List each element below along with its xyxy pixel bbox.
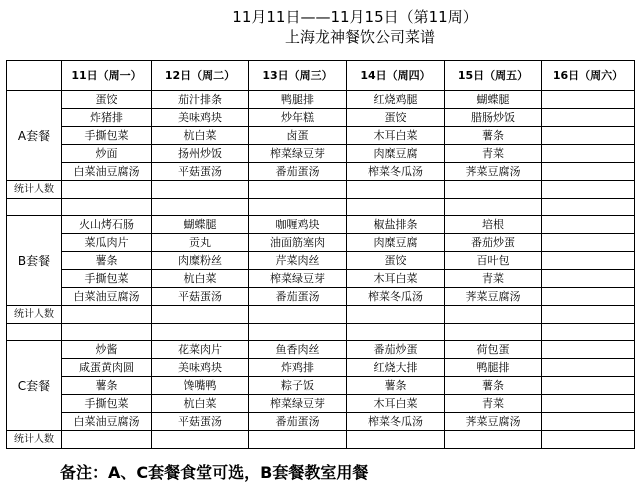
count-cell <box>347 431 445 449</box>
count-cell <box>347 181 445 199</box>
dish-cell: 鸭腿排 <box>249 91 347 109</box>
menu-row <box>7 359 635 377</box>
menu-row <box>7 377 635 395</box>
dish-cell: 榨菜绿豆芽 <box>249 270 347 288</box>
footnote: 备注：A、C套餐食堂可选，B套餐教室用餐 <box>60 463 369 482</box>
menu-row <box>7 395 635 413</box>
dish-cell: 荠菜豆腐汤 <box>445 288 542 306</box>
separator-cell <box>152 199 249 216</box>
dish-cell: 番茄蛋汤 <box>249 413 347 431</box>
dish-cell: 白菜油豆腐汤 <box>62 163 152 181</box>
dish-cell: 茄汁排条 <box>152 91 249 109</box>
count-cell <box>249 181 347 199</box>
dish-cell: 平菇蛋汤 <box>152 163 249 181</box>
separator-cell <box>249 324 347 341</box>
menu-row <box>7 145 635 163</box>
count-row <box>7 431 635 449</box>
header-row <box>7 61 635 91</box>
dish-cell: 薯条 <box>62 252 152 270</box>
count-cell <box>347 306 445 324</box>
dish-cell: 榨菜绿豆芽 <box>249 395 347 413</box>
separator-row <box>7 324 635 341</box>
set-name: C套餐 <box>7 341 62 431</box>
dish-cell <box>542 216 635 234</box>
dish-cell: 木耳白菜 <box>347 127 445 145</box>
dish-cell: 椒盐排条 <box>347 216 445 234</box>
header-day-sat: 16日（周六） <box>542 61 635 91</box>
dish-cell: 扬州炒饭 <box>152 145 249 163</box>
count-cell <box>542 431 635 449</box>
separator-cell <box>249 199 347 216</box>
dish-cell: 杭白菜 <box>152 270 249 288</box>
dish-cell: 腊肠炒饭 <box>445 109 542 127</box>
count-cell <box>62 431 152 449</box>
header-day-wed: 13日（周三） <box>249 61 347 91</box>
dish-cell <box>542 359 635 377</box>
dish-cell <box>542 163 635 181</box>
dish-cell: 榨菜冬瓜汤 <box>347 163 445 181</box>
dish-cell: 青菜 <box>445 395 542 413</box>
dish-cell: 贡丸 <box>152 234 249 252</box>
count-cell <box>249 306 347 324</box>
dish-cell: 蛋饺 <box>347 252 445 270</box>
count-cell <box>152 431 249 449</box>
company-subtitle: 上海龙神餐饮公司菜谱 <box>284 28 435 46</box>
dish-cell: 荠菜豆腐汤 <box>445 163 542 181</box>
header-day-fri: 15日（周五） <box>445 61 542 91</box>
set-name: A套餐 <box>7 91 62 181</box>
separator-cell <box>542 199 635 216</box>
header-corner <box>7 61 62 91</box>
dish-cell: 番茄炒蛋 <box>347 341 445 359</box>
count-cell <box>62 306 152 324</box>
dish-cell: 馋嘴鸭 <box>152 377 249 395</box>
dish-cell: 炒年糕 <box>249 109 347 127</box>
dish-cell <box>542 341 635 359</box>
separator-row <box>7 199 635 216</box>
dish-cell: 粽子饭 <box>249 377 347 395</box>
dish-cell: 白菜油豆腐汤 <box>62 413 152 431</box>
set-name: B套餐 <box>7 216 62 306</box>
dish-cell: 菜瓜肉片 <box>62 234 152 252</box>
separator-cell <box>445 199 542 216</box>
dish-cell: 咸蛋黄肉圆 <box>62 359 152 377</box>
dish-cell: 美味鸡块 <box>152 359 249 377</box>
dish-cell: 番茄炒蛋 <box>445 234 542 252</box>
dish-cell: 薯条 <box>347 377 445 395</box>
menu-row <box>7 288 635 306</box>
dish-cell: 榨菜绿豆芽 <box>249 145 347 163</box>
dish-cell <box>542 252 635 270</box>
dish-cell: 花菜肉片 <box>152 341 249 359</box>
dish-cell: 油面筋塞肉 <box>249 234 347 252</box>
separator-cell <box>347 199 445 216</box>
count-cell <box>152 181 249 199</box>
dish-cell <box>542 109 635 127</box>
dish-cell: 蝴蝶腿 <box>152 216 249 234</box>
separator-cell <box>62 324 152 341</box>
dish-cell: 卤蛋 <box>249 127 347 145</box>
separator-cell <box>542 324 635 341</box>
dish-cell: 木耳白菜 <box>347 270 445 288</box>
dish-cell: 木耳白菜 <box>347 395 445 413</box>
dish-cell: 榨菜冬瓜汤 <box>347 413 445 431</box>
dish-cell <box>542 288 635 306</box>
count-cell <box>542 181 635 199</box>
dish-cell: 薯条 <box>62 377 152 395</box>
menu-row <box>7 127 635 145</box>
menu-row <box>7 234 635 252</box>
count-cell <box>542 306 635 324</box>
dish-cell: 肉糜豆腐 <box>347 145 445 163</box>
separator-cell <box>347 324 445 341</box>
menu-row <box>7 413 635 431</box>
dish-cell: 鱼香肉丝 <box>249 341 347 359</box>
menu-row <box>7 91 635 109</box>
dish-cell: 培根 <box>445 216 542 234</box>
dish-cell: 肉糜豆腐 <box>347 234 445 252</box>
separator-cell <box>62 199 152 216</box>
dish-cell: 番茄蛋汤 <box>249 163 347 181</box>
menu-row <box>7 252 635 270</box>
count-row <box>7 306 635 324</box>
dish-cell: 炒酱 <box>62 341 152 359</box>
dish-cell: 薯条 <box>445 127 542 145</box>
dish-cell <box>542 270 635 288</box>
dish-cell: 手撕包菜 <box>62 270 152 288</box>
dish-cell: 杭白菜 <box>152 127 249 145</box>
dish-cell <box>542 377 635 395</box>
dish-cell: 炸猪排 <box>62 109 152 127</box>
dish-cell: 美味鸡块 <box>152 109 249 127</box>
menu-row <box>7 109 635 127</box>
dish-cell <box>542 395 635 413</box>
dish-cell: 蛋饺 <box>62 91 152 109</box>
dish-cell: 火山烤石肠 <box>62 216 152 234</box>
dish-cell: 青菜 <box>445 145 542 163</box>
dish-cell: 薯条 <box>445 377 542 395</box>
header-day-mon: 11日（周一） <box>62 61 152 91</box>
separator-cell <box>445 324 542 341</box>
header-day-thu: 14日（周四） <box>347 61 445 91</box>
dish-cell: 番茄蛋汤 <box>249 288 347 306</box>
count-cell <box>445 431 542 449</box>
count-label: 统计人数 <box>7 181 62 199</box>
dish-cell: 荠菜豆腐汤 <box>445 413 542 431</box>
dish-cell: 平菇蛋汤 <box>152 413 249 431</box>
count-label: 统计人数 <box>7 431 62 449</box>
separator-cell <box>152 324 249 341</box>
dish-cell: 咖喱鸡块 <box>249 216 347 234</box>
dish-cell: 红烧大排 <box>347 359 445 377</box>
dish-cell: 手撕包菜 <box>62 127 152 145</box>
dish-cell: 白菜油豆腐汤 <box>62 288 152 306</box>
separator-cell <box>7 324 62 341</box>
dish-cell: 杭白菜 <box>152 395 249 413</box>
dish-cell: 蝴蝶腿 <box>445 91 542 109</box>
dish-cell: 鸭腿排 <box>445 359 542 377</box>
count-cell <box>62 181 152 199</box>
count-cell <box>249 431 347 449</box>
dish-cell: 炸鸡排 <box>249 359 347 377</box>
dish-cell: 青菜 <box>445 270 542 288</box>
dish-cell: 手撕包菜 <box>62 395 152 413</box>
dish-cell: 炒面 <box>62 145 152 163</box>
count-label: 统计人数 <box>7 306 62 324</box>
count-row <box>7 181 635 199</box>
count-cell <box>445 306 542 324</box>
menu-row <box>7 163 635 181</box>
dish-cell: 榨菜冬瓜汤 <box>347 288 445 306</box>
dish-cell <box>542 91 635 109</box>
dish-cell: 百叶包 <box>445 252 542 270</box>
dish-cell <box>542 234 635 252</box>
menu-row <box>7 216 635 234</box>
dish-cell <box>542 413 635 431</box>
dish-cell: 荷包蛋 <box>445 341 542 359</box>
dish-cell: 肉糜粉丝 <box>152 252 249 270</box>
menu-table <box>6 60 635 449</box>
separator-cell <box>7 199 62 216</box>
dish-cell <box>542 127 635 145</box>
dish-cell <box>542 145 635 163</box>
count-cell <box>152 306 249 324</box>
menu-row <box>7 270 635 288</box>
menu-row <box>7 341 635 359</box>
page-title: 11月11日——11月15日（第11周） <box>232 8 478 26</box>
dish-cell: 芹菜肉丝 <box>249 252 347 270</box>
header-day-tue: 12日（周二） <box>152 61 249 91</box>
dish-cell: 平菇蛋汤 <box>152 288 249 306</box>
dish-cell: 蛋饺 <box>347 109 445 127</box>
count-cell <box>445 181 542 199</box>
dish-cell: 红烧鸡腿 <box>347 91 445 109</box>
